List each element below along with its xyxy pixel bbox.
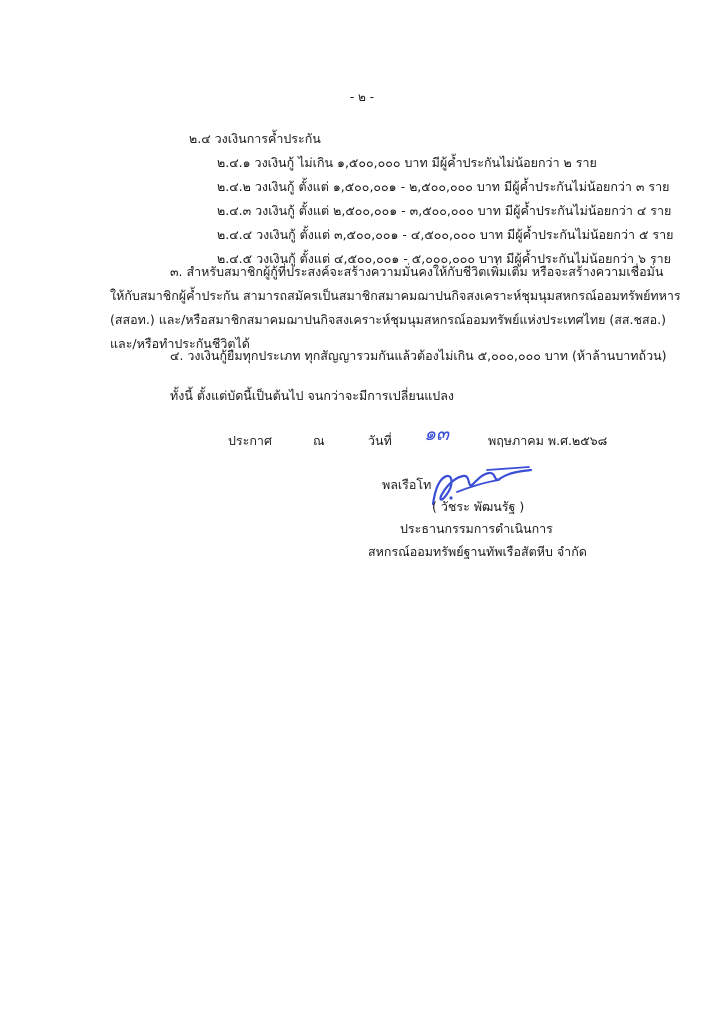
guarantee-item: ๒.๔.๒ วงเงินกู้ ตั้งแต่ ๑,๕๐๐,๐๐๑ - ๒,๕๐๐,๐๐๐ บาท มีผู้ค้ำประกันไม่น้อยกว่า ๓ ราย xyxy=(217,179,670,194)
signer-organization: สหกรณ์ออมทรัพย์ฐานทัพเรือสัตหีบ จำกัด xyxy=(368,544,587,559)
section-3-line: ให้กับสมาชิกผู้ค้ำประกัน สามารถสมัครเป็นสมาชิกสมาคมฌาปนกิจสงเคราะห์ชุมนุมสหกรณ์ออมทรัพย์ทหาร xyxy=(110,288,681,303)
announce-month-year: พฤษภาคม พ.ศ.๒๕๖๘ xyxy=(488,433,608,448)
section-4: ๔. วงเงินกู้ยืมทุกประเภท ทุกสัญญารวมกันแล้วต้องไม่เกิน ๕,๐๐๐,๐๐๐ บาท (ห้าล้านบาทถ้วน) xyxy=(170,348,667,363)
section-3-line: ๓. สำหรับสมาชิกผู้กู้ที่ประสงค์จะสร้างความมั่นคงให้กับชีวิตเพิ่มเติม หรือจะสร้างความเชื่อมั่น xyxy=(170,264,664,279)
announce-label: ประกาศ xyxy=(228,433,272,448)
announce-at: ณ xyxy=(313,433,325,448)
section-3-line: และ/หรือทำประกันชีวิตได้ xyxy=(110,336,250,351)
announce-day-label: วันที่ xyxy=(368,433,392,448)
page-number: - ๒ - xyxy=(349,90,375,104)
guarantee-item: ๒.๔.๕ วงเงินกู้ ตั้งแต่ ๔,๕๐๐,๐๐๑ - ๕,๐๐๐,๐๐๐ บาท มีผู้ค้ำประกันไม่น้อยกว่า ๖ ราย xyxy=(217,251,672,266)
section-2-4-heading: ๒.๔ วงเงินการค้ำประกัน xyxy=(189,131,321,146)
guarantee-item: ๒.๔.๔ วงเงินกู้ ตั้งแต่ ๓,๕๐๐,๐๐๑ - ๔,๕๐๐,๐๐๐ บาท มีผู้ค้ำประกันไม่น้อยกว่า ๕ ราย xyxy=(217,227,674,242)
effective-statement: ทั้งนี้ ตั้งแต่บัดนี้เป็นต้นไป จนกว่าจะมีการเปลี่ยนแปลง xyxy=(170,388,455,403)
guarantee-item: ๒.๔.๓ วงเงินกู้ ตั้งแต่ ๒,๕๐๐,๐๐๑ - ๓,๕๐๐,๐๐๐ บาท มีผู้ค้ำประกันไม่น้อยกว่า ๔ ราย xyxy=(217,203,672,218)
signer-rank: พลเรือโท xyxy=(382,477,432,492)
guarantee-item: ๒.๔.๑ วงเงินกู้ ไม่เกิน ๑,๕๐๐,๐๐๐ บาท มีผู้ค้ำประกันไม่น้อยกว่า ๒ ราย xyxy=(217,155,597,170)
section-3-line: (สสอท.) และ/หรือสมาชิกสมาคมฌาปนกิจสงเคราะห์ชุมนุมสหกรณ์ออมทรัพย์แห่งประเทศไทย (สส.ชสอ.) xyxy=(110,312,667,327)
announce-day-value: ๑๓ xyxy=(424,423,450,445)
signer-position: ประธานกรรมการดำเนินการ xyxy=(400,521,553,536)
signer-name: ( วัชระ พัฒนรัฐ ) xyxy=(432,499,525,514)
